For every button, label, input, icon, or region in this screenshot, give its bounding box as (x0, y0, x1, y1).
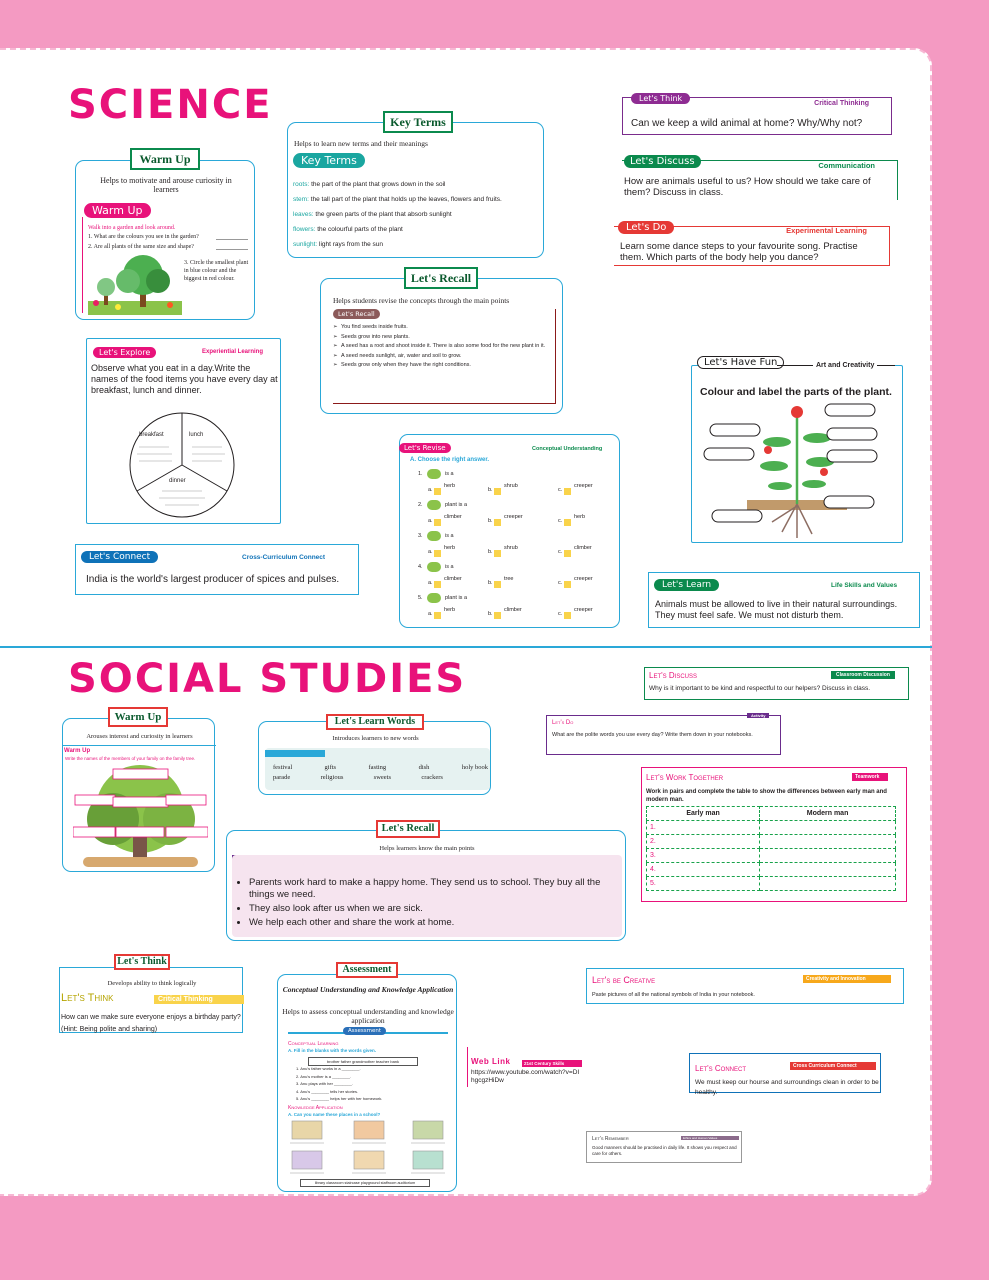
sci-fun-pill: Let's Have Fun (697, 356, 784, 369)
school-places-images (288, 1119, 448, 1175)
sci-learn-pill: Let's Learn (654, 579, 719, 591)
sci-revise-instruction: A. Choose the right answer. (410, 457, 490, 463)
col-modern-man: Modern man (760, 807, 896, 821)
sci-connect-box (75, 544, 359, 595)
answer-checkbox[interactable] (494, 519, 501, 526)
vocab-word: religious (320, 774, 344, 781)
table-row (647, 821, 896, 835)
ss-assessment-pill: Assessment (343, 1027, 386, 1035)
sci-keyterms-desc: Helps to learn new terms and their meanings (294, 139, 428, 148)
sci-recall-list (333, 323, 555, 371)
ss-warmup-sub: Write the names of the members of your family on the family tree. (65, 756, 196, 761)
answer-option: shrub (504, 545, 518, 551)
sci-explore-pill: Let's Explore (93, 347, 156, 358)
key-term-word: leaves: (293, 211, 314, 218)
ss-connect-text: We must keep our hourse and surroundings clean in order to be healthy. (695, 1079, 879, 1096)
sci-warmup-q3: 3. Circle the smallest plant in blue colour and the biggest in red colour. (184, 260, 249, 282)
ss-creative-skill: Creativity and Innovation (803, 975, 891, 983)
row-number[interactable]: 1. (647, 821, 760, 835)
sci-think-skill: Critical Thinking (814, 100, 869, 107)
fill-blank-item: 2. Anu's mother is a ________. (296, 1073, 352, 1079)
ss-think-desc: Develops ability to think logically (107, 980, 197, 987)
revise-question: 3. is a a. herb b. shrub c. climber (418, 533, 592, 555)
ss-warmup-pill: Warm Up (64, 748, 91, 754)
ss-words-panel (258, 721, 491, 795)
plant-thumbnail-icon (427, 500, 441, 510)
answer-checkbox[interactable] (494, 488, 501, 495)
answer-checkbox[interactable] (564, 581, 571, 588)
answer-option: creeper (574, 576, 593, 582)
ss-do-skill: Activity (747, 713, 769, 718)
plant-thumbnail-icon (427, 593, 441, 603)
ss-assessment-tag: Assessment (336, 962, 398, 978)
social-heading: SOCIAL STUDIES (68, 656, 467, 702)
key-term-word: roots: (293, 181, 310, 188)
answer-checkbox[interactable] (564, 488, 571, 495)
ss-assessment-section2: Knowledge Application (288, 1105, 343, 1111)
key-term-definition: the tall part of the plant that holds up the leaves, flowers and fruits. (308, 196, 502, 203)
answer-checkbox[interactable] (494, 581, 501, 588)
ss-assessment-blanks (296, 1065, 446, 1103)
ss-worktogether-table (646, 806, 896, 891)
recall-point: ➢ You find seeds inside fruits. (333, 324, 408, 330)
sci-fun-skill: Art and Creativity (813, 362, 877, 369)
sci-warmup-panel (75, 160, 255, 320)
vocab-word: fasting (368, 764, 387, 771)
sci-do-pill: Let's Do (618, 221, 674, 234)
sci-fun-panel (691, 365, 903, 543)
answer-cell[interactable] (760, 877, 896, 891)
ss-recall-desc: Helps learners know the main points (379, 845, 475, 852)
answer-checkbox[interactable] (434, 519, 441, 526)
slice-lunch: lunch (189, 432, 204, 438)
garden-illustration (88, 253, 182, 315)
answer-option: herb (444, 607, 456, 613)
recall-point: • They also look after us when we are sick. (249, 903, 619, 915)
ss-connect-title: Let's Connect (695, 1064, 746, 1073)
recall-point: ➢ Seeds grow into new plants. (333, 333, 410, 340)
table-row (647, 863, 896, 877)
ss-assessment-section1: Conceptual Learning (288, 1041, 339, 1047)
answer-checkbox[interactable] (434, 612, 441, 619)
sci-revise-skill: Conceptual Understanding (532, 446, 603, 452)
ss-worktogether-text: Work in pairs and complete the table to show the differences between early man and modern man. (646, 789, 887, 803)
plant-thumbnail-icon (427, 469, 441, 479)
ss-do-title: Let's Do (552, 720, 574, 726)
revise-question: 2. plant is a a. climber b. creeper c. herb (418, 502, 586, 524)
key-term-item (293, 177, 543, 192)
key-term-definition: the part of the plant that grows down in the soil (309, 181, 446, 188)
recall-point: • We help each other and share the work at home. (249, 917, 619, 929)
ss-assessment-places: library classroom staircase playground staffroom auditorium (300, 1179, 430, 1187)
ss-worktogether-box (641, 767, 907, 902)
key-term-item (293, 237, 543, 252)
revise-question: 1. is a a. herb b. shrub c. creeper (418, 471, 593, 493)
key-terms-list (293, 177, 543, 252)
sci-discuss-pill: Let's Discuss (624, 155, 701, 168)
sci-revise-list (418, 469, 618, 624)
ss-weblink-url[interactable]: https://www.youtube.com/watch?v=DIhgcgzHiDw (471, 1069, 580, 1084)
sci-warmup-desc: Helps to motivate and arouse curiosity in learners (100, 176, 232, 194)
ss-connect-box (689, 1053, 881, 1096)
ss-remember-skill: Ethics and Human Values (681, 1136, 739, 1140)
answer-option: creeper (504, 514, 523, 520)
sci-connect-text: India is the world's largest producer of spices and pulses. (86, 574, 340, 585)
plant-thumbnail-icon (427, 562, 441, 572)
section-divider (0, 646, 932, 648)
ss-assessment-panel (277, 974, 457, 1192)
ss-remember-title: Let's Remember (592, 1136, 629, 1142)
ss-creative-text: Paste pictures of all the national symbols of India in your notebook. (592, 992, 755, 998)
ss-creative-box (586, 968, 904, 1004)
sci-recall-desc: Helps students revise the concepts through the main points (333, 296, 510, 305)
key-term-item (293, 222, 543, 237)
sci-recall-pill: Let's Recall (333, 309, 380, 319)
sci-discuss-text: How are animals useful to us? How should we take care of them? Discuss in class. (624, 176, 871, 198)
answer-option: shrub (504, 483, 518, 489)
ss-assessment-words: brother father grandmother teacher bank (308, 1057, 418, 1066)
key-term-word: sunlight: (293, 241, 318, 248)
revise-question: 5. plant is a a. herb b. climber c. creeper (418, 595, 593, 617)
answer-checkbox[interactable] (494, 550, 501, 557)
table-row (647, 849, 896, 863)
key-term-item (293, 192, 543, 207)
ss-think-title: Let's Think (61, 992, 114, 1004)
row-number[interactable]: 3. (647, 849, 760, 863)
answer-checkbox[interactable] (494, 612, 501, 619)
sci-keyterms-pill: Key Terms (293, 153, 365, 168)
sci-discuss-box (622, 156, 898, 200)
ss-do-text: What are the polite words you use every day? Write them down in your notebooks. (552, 732, 753, 738)
sci-learn-box (648, 572, 920, 628)
ss-think-tag: Let's Think (114, 954, 170, 970)
sci-warmup-q2: 2. Are all plants of the same size and shape? (88, 244, 194, 250)
sci-do-skill: Experimental Learning (786, 226, 867, 235)
fill-blank-item: 5. Anu's ________ helps her with her homework. (296, 1096, 383, 1101)
recall-point: • Parents work hard to make a happy home. They send us to school. They buy all the things we need. (249, 877, 619, 901)
vocab-word: crackers (421, 774, 443, 781)
answer-cell[interactable] (760, 863, 896, 877)
row-number[interactable]: 5. (647, 877, 760, 891)
recall-point: ➢ A seed needs sunlight, air, water and soil to grow. (333, 352, 462, 359)
ss-discuss-text: Why is it important to be kind and respectful to our helpers? Discuss in class. (649, 685, 871, 692)
answer-option: climber (444, 514, 462, 520)
answer-option: herb (444, 545, 456, 551)
answer-option: creeper (574, 483, 593, 489)
answer-checkbox[interactable] (564, 612, 571, 619)
answer-checkbox[interactable] (564, 519, 571, 526)
answer-option: climber (444, 576, 462, 582)
sci-recall-panel (320, 278, 563, 414)
answer-option: creeper (574, 607, 593, 613)
table-row (647, 835, 896, 849)
ss-weblink-box (467, 1047, 583, 1087)
key-term-word: stem: (293, 196, 309, 203)
sci-warmup-tag: Warm Up (130, 148, 200, 170)
ss-remember-text: Good manners should be practised in daily life. It shows you respect and care for others. (592, 1145, 737, 1156)
key-term-word: flowers: (293, 226, 316, 233)
vocab-word: dish (418, 764, 430, 771)
ss-warmup-panel (62, 718, 215, 872)
sci-learn-text: Animals must be allowed to live in their natural surroundings. They must feel safe. We must not disturb them. (655, 599, 898, 620)
vocab-word: parade (273, 774, 291, 781)
sci-think-text: Can we keep a wild animal at home? Why/Why not? (631, 118, 863, 129)
sci-connect-pill: Let's Connect (81, 551, 158, 563)
answer-option: climber (574, 545, 592, 551)
answer-checkbox[interactable] (434, 581, 441, 588)
recall-point: ➢ Seeds grow only when they have the right conditions. (333, 362, 471, 368)
fill-blank-item: 1. Anu's father works in a ________. (296, 1066, 361, 1071)
slice-dinner: dinner (169, 478, 186, 484)
ss-words-row1 (273, 764, 488, 771)
key-term-definition: light rays from the sun (317, 241, 383, 248)
answer-cell[interactable] (760, 849, 896, 863)
ss-think-skill: Critical Thinking (154, 995, 244, 1004)
ss-recall-panel (226, 830, 626, 941)
science-heading: SCIENCE (68, 82, 273, 128)
sci-explore-panel (86, 338, 281, 524)
sci-revise-pill: Let's Revise (399, 443, 451, 453)
vocab-word: holy book (461, 764, 488, 771)
fill-blank-item: 3. Anu plays with her ________. (296, 1081, 353, 1086)
ss-words-desc: Introduces learners to new words (332, 735, 419, 742)
answer-cell[interactable] (760, 821, 896, 835)
sci-discuss-skill: Communication (818, 161, 875, 170)
sci-learn-skill: Life Skills and Values (831, 582, 898, 589)
food-pie-chart (117, 407, 247, 519)
ss-words-row2 (273, 774, 443, 781)
slice-breakfast: breakfast (139, 432, 164, 438)
sci-fun-text: Colour and label the parts of the plant. (700, 386, 892, 398)
sci-keyterms-panel (287, 122, 544, 258)
sci-do-text: Learn some dance steps to your favourite song. Practise them. Which parts of the body help you dance? (620, 241, 858, 263)
table-row (647, 877, 896, 891)
sci-explore-skill: Experiential Learning (202, 349, 264, 355)
key-term-item (293, 207, 543, 222)
answer-checkbox[interactable] (564, 550, 571, 557)
answer-option: herb (444, 483, 456, 489)
plant-diagram (702, 402, 892, 540)
ss-creative-title: Let's be Creative (592, 975, 656, 985)
sci-explore-text: Observe what you eat in a day.Write the names of the food items you have every day at breakfast, lunch and dinner. (91, 363, 278, 395)
ss-think-panel (59, 967, 243, 1033)
ss-warmup-tag: Warm Up (108, 707, 168, 727)
fill-blank-item: 4. Anu's ________ tells her stories. (296, 1088, 359, 1094)
sci-recall-tag: Let's Recall (404, 267, 478, 289)
answer-option: climber (504, 607, 522, 613)
sci-warmup-q1: 1. What are the colours you see in the garden? (88, 234, 199, 240)
plant-thumbnail-icon (427, 531, 441, 541)
ss-assessment-instr2: A. Can you name these places in a school? (288, 1112, 381, 1117)
answer-option: tree (504, 576, 514, 582)
ss-discuss-box (644, 667, 909, 700)
revise-question: 4. is a a. climber b. tree c. creeper (418, 564, 593, 586)
ss-words-tag: Let's Learn Words (326, 714, 424, 730)
answer-checkbox[interactable] (434, 550, 441, 557)
sci-warmup-pill: Warm Up (84, 203, 151, 218)
recall-point: ➢ A seed has a root and shoot inside it. There is also some food for the new plant in it. (333, 343, 546, 349)
sci-think-pill: Let's Think (631, 93, 690, 104)
ss-warmup-desc: Arouses interest and curiosity in learners (86, 733, 193, 740)
sci-revise-panel (399, 434, 620, 628)
row-number[interactable]: 2. (647, 835, 760, 849)
col-early-man: Early man (647, 807, 760, 821)
ss-worktogether-skill: Teamwork (852, 773, 888, 781)
answer-cell[interactable] (760, 835, 896, 849)
family-tree-diagram (73, 763, 208, 869)
ss-remember-box (586, 1131, 742, 1163)
ss-think-text: How can we make sure everyone enjoys a birthday party? (Hint: Being polite and sharing) (61, 1014, 241, 1033)
answer-checkbox[interactable] (434, 488, 441, 495)
row-number[interactable]: 4. (647, 863, 760, 877)
ss-weblink-skill: 21st Century Skills (522, 1060, 582, 1067)
ss-weblink-title: Web Link (471, 1057, 511, 1066)
ss-assessment-desc: Helps to assess conceptual understanding and knowledge application (282, 1007, 454, 1025)
sci-think-box (622, 94, 892, 135)
ss-do-box (546, 715, 781, 755)
ss-discuss-skill: Classroom Discussion (831, 671, 895, 679)
vocab-word: sweets (373, 774, 392, 781)
ss-assessment-instr1: A. Fill in the blanks with the words given. (288, 1048, 377, 1053)
sci-warmup-intro: Walk into a garden and look around. (88, 225, 176, 231)
sci-connect-skill: Cross-Curriculum Connect (242, 554, 326, 561)
answer-option: herb (574, 514, 586, 520)
ss-assessment-subtitle: Conceptual Understanding and Knowledge Application (282, 985, 454, 994)
sci-keyterms-tag: Key Terms (383, 111, 453, 133)
key-term-definition: the green parts of the plant that absorb sunlight (313, 211, 452, 218)
ss-recall-tag: Let's Recall (376, 820, 440, 838)
sci-do-box (614, 222, 890, 266)
vocab-word: festival (273, 764, 293, 771)
ss-worktogether-title: Let's Work Together (646, 773, 724, 782)
vocab-word: gifts (324, 764, 337, 771)
ss-connect-skill: Cross Curriculum Connect (790, 1062, 876, 1070)
key-term-definition: the colourful parts of the plant (315, 226, 403, 233)
ss-discuss-title: Let's Discuss (649, 671, 697, 680)
ss-recall-list (249, 877, 619, 931)
